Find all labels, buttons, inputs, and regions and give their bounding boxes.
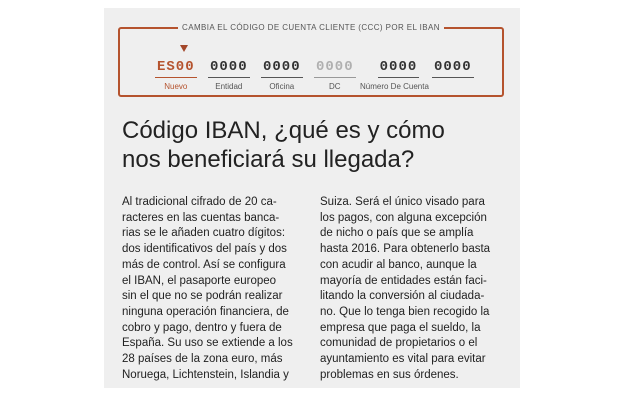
body-line: los pagos, con alguna excepción xyxy=(320,211,487,224)
iban-label-account: Número De Cuenta xyxy=(360,82,429,91)
body-line: no. Que lo tenga bien recogido la xyxy=(320,305,490,318)
body-line: dos identificativos del país y dos xyxy=(122,243,287,256)
body-column-2 xyxy=(320,195,503,383)
iban-digits-office: 0000 xyxy=(261,59,303,78)
body-line: comunidad de propietarios o el xyxy=(320,337,478,350)
body-line: litando la conversión al ciudada- xyxy=(320,290,485,303)
headline-line-1: Código IBAN, ¿qué es y cómo xyxy=(122,117,445,144)
body-line: empresa que paga el sueldo, la xyxy=(320,321,481,334)
iban-digits-entity: 0000 xyxy=(208,59,250,78)
body-line: Noruega, Lichtenstein, Islandia y xyxy=(122,368,289,381)
iban-label-entity: Entidad xyxy=(215,82,243,91)
body-line: cobro y pago, dentro y fuera de xyxy=(122,321,282,334)
iban-group-country xyxy=(155,57,197,91)
iban-digits-dc: 0000 xyxy=(314,59,356,78)
body-line: el IBAN, el pasaporte europeo xyxy=(122,274,277,287)
body-line: ninguna operación financiera, de xyxy=(122,305,289,318)
body-line: Al tradicional cifrado de 20 ca- xyxy=(122,196,277,208)
iban-label-dc: DC xyxy=(329,82,341,91)
body-line: de nicho o país que se amplía xyxy=(320,227,474,240)
article-headline xyxy=(122,116,512,174)
body-line: rias se le añaden cuatro dígitos: xyxy=(122,227,286,240)
body-line: hasta 2016. Para obtenerlo basta xyxy=(320,243,491,256)
body-line: con acudir al banco, aunque la xyxy=(320,258,477,271)
body-line: Suiza. Será el único visado para xyxy=(320,196,485,208)
iban-group-dc xyxy=(314,57,356,91)
body-line: más de control. Así se configura xyxy=(122,258,286,271)
article-clipping xyxy=(104,8,520,388)
iban-diagram xyxy=(118,23,504,97)
iban-digits-account-b: 0000 xyxy=(432,59,474,78)
new-digits-marker-icon xyxy=(180,45,188,52)
body-line: mayoría de entidades están faci- xyxy=(320,274,487,287)
iban-diagram-title: CAMBIA EL CÓDIGO DE CUENTA CLIENTE (CCC) POR EL IBAN xyxy=(120,21,502,35)
body-line: problemas en sus órdenes. xyxy=(320,368,459,381)
iban-digits-account-a: 0000 xyxy=(378,59,420,78)
body-column-1 xyxy=(122,195,305,383)
iban-label-office: Oficina xyxy=(269,82,295,91)
iban-group-account-b xyxy=(432,57,474,82)
body-line: 28 países de la zona euro, más xyxy=(122,353,283,366)
iban-label-country: Nuevo xyxy=(164,82,188,91)
iban-digits-country: ES00 xyxy=(155,59,197,78)
body-line: ayuntamiento es vital para evitar xyxy=(320,353,486,366)
body-line: racteres en las cuentas banca- xyxy=(122,211,280,224)
iban-group-entity xyxy=(208,57,250,91)
body-line: España. Su uso se extiende a los xyxy=(122,337,293,350)
body-line: sin el que no se podrán realizar xyxy=(122,290,283,303)
headline-line-2: nos beneficiará su llegada? xyxy=(122,146,415,173)
iban-group-account-a xyxy=(360,57,429,91)
iban-group-office xyxy=(261,57,303,91)
